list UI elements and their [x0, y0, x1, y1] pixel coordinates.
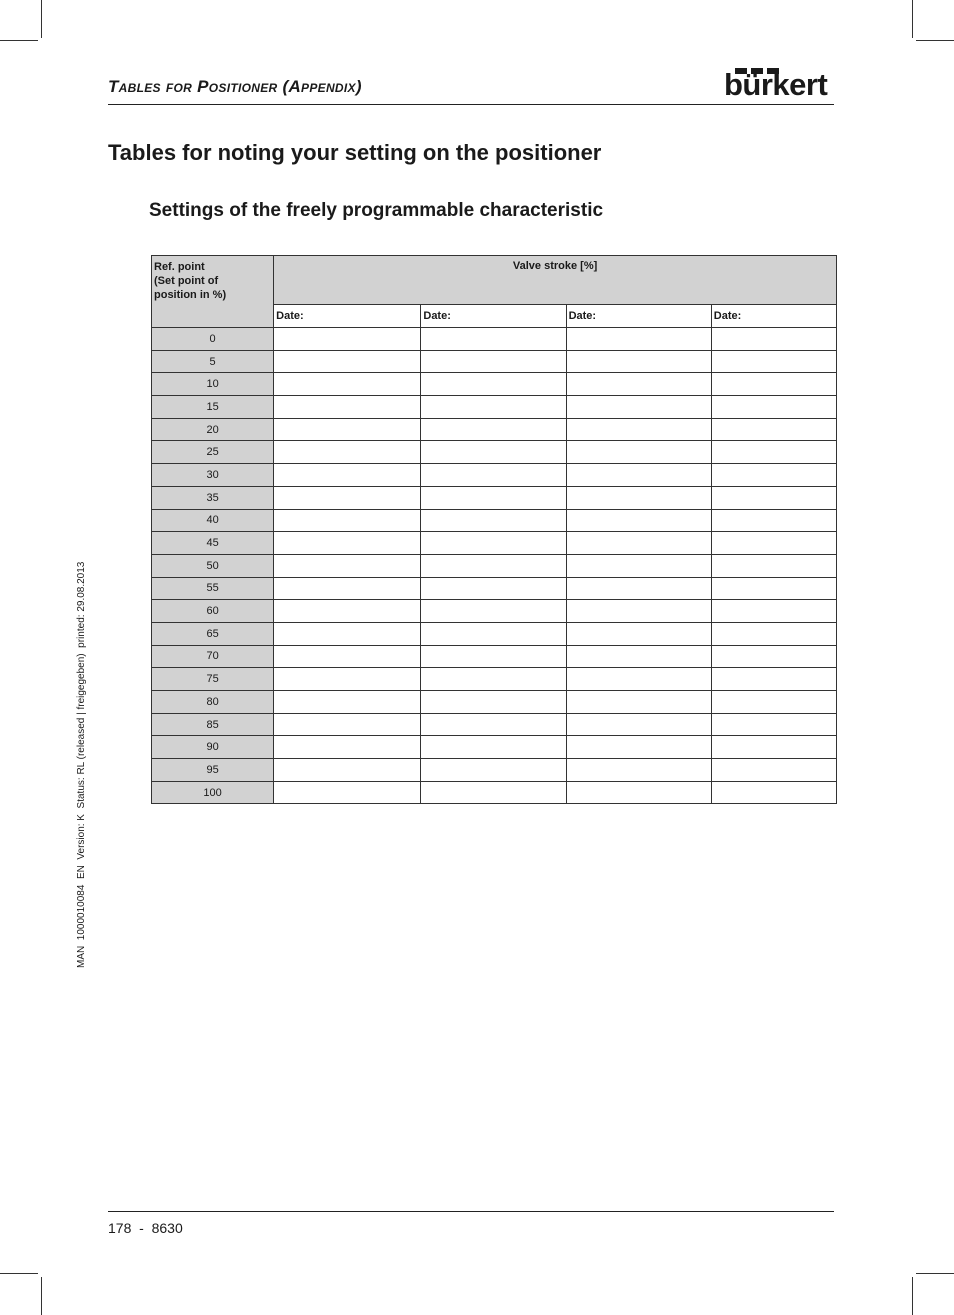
valve-stroke-cell[interactable] [711, 509, 836, 532]
valve-stroke-cell[interactable] [421, 532, 566, 555]
date-label: Date: [566, 305, 711, 328]
valve-stroke-cell[interactable] [566, 713, 711, 736]
valve-stroke-cell[interactable] [566, 759, 711, 782]
ref-point-value: 40 [152, 509, 274, 532]
valve-stroke-cell[interactable] [566, 418, 711, 441]
table-row [152, 328, 837, 351]
table-row [152, 759, 837, 782]
table-row [152, 713, 837, 736]
date-label: Date: [711, 305, 836, 328]
ref-point-value: 10 [152, 373, 274, 396]
valve-stroke-cell[interactable] [274, 736, 421, 759]
table-row [152, 622, 837, 645]
page-title: Tables for noting your setting on the positioner [108, 140, 602, 165]
ref-point-value: 0 [152, 328, 274, 351]
valve-stroke-cell[interactable] [711, 554, 836, 577]
valve-stroke-cell[interactable] [274, 600, 421, 623]
valve-stroke-cell[interactable] [274, 486, 421, 509]
ref-point-value: 55 [152, 577, 274, 600]
table-row [152, 691, 837, 714]
table-header-row [152, 256, 837, 305]
ref-point-value: 15 [152, 396, 274, 419]
valve-stroke-cell[interactable] [421, 373, 566, 396]
valve-stroke-cell[interactable] [274, 713, 421, 736]
table-row [152, 441, 837, 464]
valve-stroke-cell[interactable] [566, 554, 711, 577]
settings-table [151, 255, 837, 804]
valve-stroke-cell[interactable] [566, 328, 711, 351]
crop-mark [41, 0, 42, 38]
valve-stroke-cell[interactable] [711, 328, 836, 351]
valve-stroke-cell[interactable] [274, 373, 421, 396]
crop-mark [0, 1273, 38, 1274]
valve-stroke-cell[interactable] [711, 691, 836, 714]
valve-stroke-cell[interactable] [274, 554, 421, 577]
table-row [152, 554, 837, 577]
ref-point-value: 65 [152, 622, 274, 645]
header-divider [108, 104, 834, 105]
valve-stroke-cell[interactable] [566, 350, 711, 373]
ref-point-value: 20 [152, 418, 274, 441]
valve-stroke-cell[interactable] [274, 759, 421, 782]
valve-stroke-cell[interactable] [566, 441, 711, 464]
valve-stroke-cell[interactable] [711, 418, 836, 441]
table-row [152, 668, 837, 691]
table-row [152, 781, 837, 804]
valve-stroke-cell[interactable] [421, 736, 566, 759]
valve-stroke-cell[interactable] [274, 441, 421, 464]
table-row [152, 464, 837, 487]
valve-stroke-cell[interactable] [711, 373, 836, 396]
valve-stroke-cell[interactable] [421, 350, 566, 373]
valve-stroke-cell[interactable] [421, 691, 566, 714]
ref-point-value: 25 [152, 441, 274, 464]
valve-stroke-cell[interactable] [274, 622, 421, 645]
table-row [152, 350, 837, 373]
valve-stroke-cell[interactable] [566, 532, 711, 555]
crop-mark [912, 0, 913, 38]
valve-stroke-cell[interactable] [421, 396, 566, 419]
valve-stroke-cell[interactable] [274, 645, 421, 668]
valve-stroke-cell[interactable] [274, 781, 421, 804]
valve-stroke-cell[interactable] [421, 781, 566, 804]
ref-point-value: 5 [152, 350, 274, 373]
footer-divider [108, 1211, 834, 1212]
valve-stroke-cell[interactable] [421, 464, 566, 487]
valve-stroke-cell[interactable] [566, 464, 711, 487]
valve-stroke-cell[interactable] [274, 350, 421, 373]
valve-stroke-cell[interactable] [421, 328, 566, 351]
valve-stroke-cell[interactable] [274, 328, 421, 351]
valve-stroke-cell[interactable] [711, 600, 836, 623]
ref-point-value: 35 [152, 486, 274, 509]
valve-stroke-cell[interactable] [711, 577, 836, 600]
valve-stroke-cell[interactable] [421, 554, 566, 577]
valve-stroke-cell[interactable] [274, 532, 421, 555]
table-row [152, 509, 837, 532]
document-meta: MAN 1000010084 EN Version: K Status: RL (released | freigegeben) printed: 29.08.2013 [76, 561, 87, 968]
section-subtitle: Settings of the freely programmable characteristic [149, 200, 604, 221]
crop-mark [0, 40, 38, 41]
table-row [152, 577, 837, 600]
valve-stroke-cell[interactable] [421, 600, 566, 623]
valve-stroke-cell[interactable] [566, 622, 711, 645]
valve-stroke-cell[interactable] [421, 486, 566, 509]
table-row [152, 600, 837, 623]
valve-stroke-cell[interactable] [711, 441, 836, 464]
table-row [152, 396, 837, 419]
valve-stroke-cell[interactable] [421, 713, 566, 736]
valve-stroke-cell[interactable] [421, 509, 566, 532]
crop-mark [912, 1277, 913, 1315]
valve-stroke-cell[interactable] [711, 736, 836, 759]
valve-stroke-cell[interactable] [566, 577, 711, 600]
valve-stroke-cell[interactable] [566, 600, 711, 623]
table-row [152, 373, 837, 396]
ref-point-value: 75 [152, 668, 274, 691]
ref-point-value: 95 [152, 759, 274, 782]
crop-mark [916, 40, 954, 41]
ref-point-value: 100 [152, 781, 274, 804]
crop-mark [916, 1273, 954, 1274]
logo-wordmark: bürkert [724, 67, 828, 102]
page-number: 178 - 8630 [108, 1220, 183, 1236]
date-label: Date: [274, 305, 421, 328]
valve-stroke-cell[interactable] [566, 396, 711, 419]
valve-stroke-cell[interactable] [566, 691, 711, 714]
valve-stroke-cell[interactable] [566, 645, 711, 668]
ref-point-value: 45 [152, 532, 274, 555]
ref-point-value: 30 [152, 464, 274, 487]
valve-stroke-cell[interactable] [711, 645, 836, 668]
ref-point-value: 60 [152, 600, 274, 623]
crop-mark [41, 1277, 42, 1315]
valve-stroke-cell[interactable] [421, 577, 566, 600]
section-title: Tables for Positioner (Appendix) [108, 77, 362, 96]
date-label: Date: [421, 305, 566, 328]
ref-point-value: 90 [152, 736, 274, 759]
valve-stroke-cell[interactable] [274, 396, 421, 419]
valve-stroke-cell[interactable] [711, 532, 836, 555]
valve-stroke-cell[interactable] [711, 713, 836, 736]
ref-point-header [152, 256, 274, 328]
valve-stroke-cell[interactable] [421, 759, 566, 782]
valve-stroke-cell[interactable] [711, 486, 836, 509]
valve-stroke-cell[interactable] [274, 418, 421, 441]
ref-point-value: 50 [152, 554, 274, 577]
valve-stroke-cell[interactable] [566, 373, 711, 396]
table-row [152, 486, 837, 509]
valve-stroke-cell[interactable] [566, 668, 711, 691]
valve-stroke-cell[interactable] [421, 668, 566, 691]
valve-stroke-cell[interactable] [711, 759, 836, 782]
burkert-logo [724, 66, 834, 104]
ref-header-line: position in %) [154, 289, 227, 301]
valve-stroke-cell[interactable] [566, 509, 711, 532]
ref-point-value: 70 [152, 645, 274, 668]
ref-header-line: Ref. point [154, 261, 205, 273]
valve-stroke-cell[interactable] [274, 577, 421, 600]
ref-point-value: 85 [152, 713, 274, 736]
valve-stroke-cell[interactable] [566, 486, 711, 509]
ref-header-line: (Set point of [154, 275, 219, 287]
valve-stroke-cell[interactable] [274, 464, 421, 487]
valve-stroke-cell[interactable] [421, 645, 566, 668]
valve-stroke-header: Valve stroke [%] [274, 256, 837, 305]
ref-point-value: 80 [152, 691, 274, 714]
valve-stroke-cell[interactable] [274, 691, 421, 714]
valve-stroke-cell[interactable] [711, 668, 836, 691]
table-row [152, 418, 837, 441]
table-row [152, 736, 837, 759]
valve-stroke-cell[interactable] [711, 622, 836, 645]
valve-stroke-cell[interactable] [711, 350, 836, 373]
valve-stroke-cell[interactable] [421, 418, 566, 441]
valve-stroke-cell[interactable] [421, 441, 566, 464]
valve-stroke-cell[interactable] [274, 668, 421, 691]
valve-stroke-cell[interactable] [711, 464, 836, 487]
valve-stroke-cell[interactable] [566, 736, 711, 759]
valve-stroke-cell[interactable] [711, 781, 836, 804]
valve-stroke-cell[interactable] [274, 509, 421, 532]
valve-stroke-cell[interactable] [711, 396, 836, 419]
valve-stroke-cell[interactable] [421, 622, 566, 645]
valve-stroke-cell[interactable] [566, 781, 711, 804]
table-row [152, 532, 837, 555]
table-row [152, 645, 837, 668]
